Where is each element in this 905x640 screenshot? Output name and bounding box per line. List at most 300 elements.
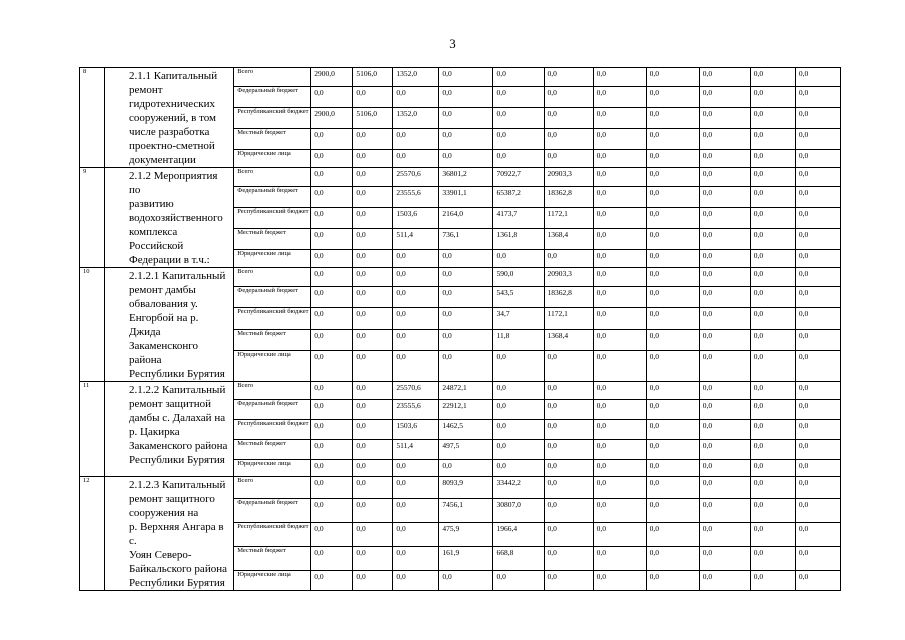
value-cell: 0,0 bbox=[353, 440, 393, 460]
value-cell: 0,0 bbox=[353, 329, 393, 350]
activity-name-line: Байкальского района bbox=[129, 563, 227, 575]
value-cell: 0,0 bbox=[393, 570, 439, 590]
page-number: 3 bbox=[449, 36, 456, 51]
value-cell: 0,0 bbox=[393, 250, 439, 268]
value-cell: 0,0 bbox=[795, 440, 840, 460]
value-cell: 0,0 bbox=[593, 570, 646, 590]
table-row bbox=[80, 477, 841, 499]
activity-name-line: водохозяйственного bbox=[129, 212, 223, 224]
value-cell: 0,0 bbox=[646, 570, 699, 590]
value-cell: 1368,4 bbox=[544, 229, 593, 250]
value-cell: 0,0 bbox=[699, 546, 750, 570]
value-cell: 8093,9 bbox=[439, 477, 493, 499]
value-cell: 1462,5 bbox=[439, 420, 493, 440]
funding-source: Всего bbox=[234, 168, 311, 187]
value-cell: 0,0 bbox=[311, 329, 353, 350]
activity-name-line: числе разработка bbox=[129, 126, 210, 138]
value-cell: 0,0 bbox=[544, 250, 593, 268]
activity-name-line: ремонт защитной bbox=[129, 398, 211, 410]
value-cell: 0,0 bbox=[353, 150, 393, 168]
value-cell: 0,0 bbox=[699, 477, 750, 499]
row-index: 12 bbox=[80, 477, 105, 591]
value-cell: 11,8 bbox=[493, 329, 544, 350]
value-cell: 0,0 bbox=[544, 86, 593, 107]
value-cell: 0,0 bbox=[699, 129, 750, 150]
funding-source: Местный бюджет bbox=[234, 229, 311, 250]
value-cell: 0,0 bbox=[750, 400, 795, 420]
value-cell: 1352,0 bbox=[393, 68, 439, 87]
value-cell: 0,0 bbox=[311, 207, 353, 228]
value-cell: 0,0 bbox=[593, 546, 646, 570]
value-cell: 511,4 bbox=[393, 440, 439, 460]
value-cell: 0,0 bbox=[699, 186, 750, 207]
activity-name-line: 2.1.2 Мероприятия по bbox=[129, 170, 218, 196]
value-cell: 22912,1 bbox=[439, 400, 493, 420]
value-cell: 0,0 bbox=[699, 329, 750, 350]
value-cell: 0,0 bbox=[311, 168, 353, 187]
value-cell: 0,0 bbox=[699, 308, 750, 329]
value-cell: 0,0 bbox=[750, 308, 795, 329]
value-cell: 0,0 bbox=[795, 68, 840, 87]
activity-name-line: Закаменсконго района bbox=[129, 340, 199, 366]
value-cell: 0,0 bbox=[353, 400, 393, 420]
value-cell: 0,0 bbox=[544, 107, 593, 128]
value-cell: 0,0 bbox=[750, 86, 795, 107]
value-cell: 0,0 bbox=[795, 129, 840, 150]
value-cell: 0,0 bbox=[493, 68, 544, 87]
value-cell: 0,0 bbox=[646, 150, 699, 168]
value-cell: 0,0 bbox=[646, 229, 699, 250]
funding-source: Юридические лица bbox=[234, 250, 311, 268]
value-cell: 0,0 bbox=[311, 460, 353, 477]
value-cell: 0,0 bbox=[544, 546, 593, 570]
value-cell: 0,0 bbox=[311, 570, 353, 590]
value-cell: 0,0 bbox=[544, 382, 593, 400]
value-cell: 0,0 bbox=[544, 522, 593, 546]
value-cell: 25570,6 bbox=[393, 168, 439, 187]
value-cell: 0,0 bbox=[393, 546, 439, 570]
value-cell: 0,0 bbox=[393, 477, 439, 499]
value-cell: 0,0 bbox=[699, 268, 750, 287]
value-cell: 0,0 bbox=[593, 351, 646, 382]
value-cell: 0,0 bbox=[493, 460, 544, 477]
row-index: 10 bbox=[80, 268, 105, 382]
value-cell: 0,0 bbox=[393, 287, 439, 308]
value-cell: 0,0 bbox=[593, 440, 646, 460]
activity-name-line: р. Цакирка bbox=[129, 426, 180, 438]
value-cell: 0,0 bbox=[439, 351, 493, 382]
value-cell: 0,0 bbox=[795, 351, 840, 382]
value-cell: 0,0 bbox=[544, 477, 593, 499]
value-cell: 0,0 bbox=[699, 382, 750, 400]
value-cell: 0,0 bbox=[593, 460, 646, 477]
value-cell: 0,0 bbox=[353, 250, 393, 268]
value-cell: 0,0 bbox=[795, 207, 840, 228]
value-cell: 70922,7 bbox=[493, 168, 544, 187]
value-cell: 0,0 bbox=[699, 400, 750, 420]
value-cell: 0,0 bbox=[439, 308, 493, 329]
value-cell: 0,0 bbox=[646, 400, 699, 420]
value-cell: 0,0 bbox=[393, 351, 439, 382]
value-cell: 1368,4 bbox=[544, 329, 593, 350]
value-cell: 1966,4 bbox=[493, 522, 544, 546]
value-cell: 0,0 bbox=[353, 186, 393, 207]
value-cell: 0,0 bbox=[311, 420, 353, 440]
value-cell: 0,0 bbox=[311, 150, 353, 168]
value-cell: 0,0 bbox=[311, 268, 353, 287]
funding-source: Федеральный бюджет bbox=[234, 498, 311, 522]
value-cell: 2900,0 bbox=[311, 68, 353, 87]
value-cell: 0,0 bbox=[646, 546, 699, 570]
row-index: 9 bbox=[80, 168, 105, 268]
value-cell: 0,0 bbox=[493, 86, 544, 107]
funding-source: Республиканский бюджет bbox=[234, 107, 311, 128]
value-cell: 0,0 bbox=[699, 420, 750, 440]
value-cell: 0,0 bbox=[593, 250, 646, 268]
value-cell: 0,0 bbox=[699, 207, 750, 228]
value-cell: 0,0 bbox=[795, 168, 840, 187]
value-cell: 0,0 bbox=[795, 86, 840, 107]
value-cell: 0,0 bbox=[795, 400, 840, 420]
value-cell: 0,0 bbox=[750, 68, 795, 87]
activity-name-line: 2.1.1 Капитальный bbox=[129, 70, 218, 82]
value-cell: 0,0 bbox=[750, 570, 795, 590]
value-cell: 0,0 bbox=[439, 268, 493, 287]
value-cell: 0,0 bbox=[646, 168, 699, 187]
funding-source: Республиканский бюджет bbox=[234, 207, 311, 228]
value-cell: 0,0 bbox=[593, 329, 646, 350]
value-cell: 475,9 bbox=[439, 522, 493, 546]
value-cell: 0,0 bbox=[593, 129, 646, 150]
activity-name-line: р. Верхняя Ангара в с. bbox=[129, 521, 224, 547]
funding-source: Республиканский бюджет bbox=[234, 522, 311, 546]
value-cell: 0,0 bbox=[699, 498, 750, 522]
value-cell: 20903,3 bbox=[544, 268, 593, 287]
value-cell: 0,0 bbox=[311, 186, 353, 207]
value-cell: 0,0 bbox=[646, 308, 699, 329]
funding-source: Местный бюджет bbox=[234, 329, 311, 350]
value-cell: 736,1 bbox=[439, 229, 493, 250]
value-cell: 0,0 bbox=[439, 460, 493, 477]
value-cell: 0,0 bbox=[750, 420, 795, 440]
value-cell: 0,0 bbox=[750, 129, 795, 150]
row-index: 11 bbox=[80, 382, 105, 477]
value-cell: 0,0 bbox=[646, 329, 699, 350]
funding-source: Всего bbox=[234, 68, 311, 87]
value-cell: 0,0 bbox=[699, 68, 750, 87]
value-cell: 18362,8 bbox=[544, 186, 593, 207]
value-cell: 7456,1 bbox=[439, 498, 493, 522]
value-cell: 0,0 bbox=[795, 107, 840, 128]
activity-name-line: развитию bbox=[129, 198, 174, 210]
value-cell: 0,0 bbox=[593, 498, 646, 522]
value-cell: 0,0 bbox=[493, 382, 544, 400]
value-cell: 1352,0 bbox=[393, 107, 439, 128]
value-cell: 0,0 bbox=[646, 129, 699, 150]
value-cell: 0,0 bbox=[795, 382, 840, 400]
value-cell: 0,0 bbox=[593, 229, 646, 250]
value-cell: 23555,6 bbox=[393, 400, 439, 420]
value-cell: 33901,1 bbox=[439, 186, 493, 207]
value-cell: 0,0 bbox=[353, 460, 393, 477]
value-cell: 0,0 bbox=[311, 308, 353, 329]
value-cell: 0,0 bbox=[593, 186, 646, 207]
value-cell: 2900,0 bbox=[311, 107, 353, 128]
table-row bbox=[80, 68, 841, 87]
activity-name-line: Енгорбой на р. Джида bbox=[129, 312, 199, 338]
activity-name-line: проектно-сметной bbox=[129, 140, 215, 152]
value-cell: 0,0 bbox=[439, 150, 493, 168]
value-cell: 0,0 bbox=[646, 522, 699, 546]
value-cell: 0,0 bbox=[795, 420, 840, 440]
value-cell: 543,5 bbox=[493, 287, 544, 308]
value-cell: 0,0 bbox=[439, 129, 493, 150]
value-cell: 0,0 bbox=[311, 129, 353, 150]
activity-name-line: комплекса Российской bbox=[129, 226, 184, 252]
value-cell: 0,0 bbox=[646, 207, 699, 228]
value-cell: 0,0 bbox=[544, 570, 593, 590]
value-cell: 0,0 bbox=[593, 420, 646, 440]
value-cell: 0,0 bbox=[795, 570, 840, 590]
value-cell: 0,0 bbox=[544, 400, 593, 420]
activity-name-line: ремонт bbox=[129, 84, 163, 96]
value-cell: 0,0 bbox=[493, 351, 544, 382]
value-cell: 0,0 bbox=[544, 420, 593, 440]
funding-source: Республиканский бюджет bbox=[234, 420, 311, 440]
value-cell: 0,0 bbox=[593, 168, 646, 187]
value-cell: 0,0 bbox=[353, 522, 393, 546]
value-cell: 0,0 bbox=[493, 400, 544, 420]
value-cell: 0,0 bbox=[795, 150, 840, 168]
value-cell: 1361,8 bbox=[493, 229, 544, 250]
value-cell: 0,0 bbox=[439, 86, 493, 107]
value-cell: 25570,6 bbox=[393, 382, 439, 400]
value-cell: 0,0 bbox=[353, 351, 393, 382]
row-index: 8 bbox=[80, 68, 105, 168]
value-cell: 0,0 bbox=[353, 86, 393, 107]
value-cell: 0,0 bbox=[795, 186, 840, 207]
value-cell: 0,0 bbox=[795, 460, 840, 477]
value-cell: 1503,6 bbox=[393, 207, 439, 228]
value-cell: 0,0 bbox=[393, 498, 439, 522]
value-cell: 0,0 bbox=[646, 287, 699, 308]
activity-name-line: сооружения на bbox=[129, 507, 199, 519]
value-cell: 0,0 bbox=[311, 498, 353, 522]
value-cell: 2164,0 bbox=[439, 207, 493, 228]
value-cell: 0,0 bbox=[750, 498, 795, 522]
value-cell: 0,0 bbox=[750, 107, 795, 128]
value-cell: 0,0 bbox=[353, 420, 393, 440]
value-cell: 23555,6 bbox=[393, 186, 439, 207]
value-cell: 0,0 bbox=[646, 86, 699, 107]
value-cell: 0,0 bbox=[646, 268, 699, 287]
value-cell: 0,0 bbox=[750, 351, 795, 382]
value-cell: 0,0 bbox=[750, 150, 795, 168]
activity-name bbox=[105, 477, 234, 591]
value-cell: 0,0 bbox=[750, 268, 795, 287]
funding-source: Юридические лица bbox=[234, 460, 311, 477]
value-cell: 590,0 bbox=[493, 268, 544, 287]
value-cell: 668,8 bbox=[493, 546, 544, 570]
value-cell: 0,0 bbox=[493, 150, 544, 168]
funding-source: Всего bbox=[234, 268, 311, 287]
value-cell: 0,0 bbox=[493, 129, 544, 150]
value-cell: 0,0 bbox=[750, 522, 795, 546]
activity-name bbox=[105, 68, 234, 168]
value-cell: 0,0 bbox=[750, 287, 795, 308]
funding-source: Республиканский бюджет bbox=[234, 308, 311, 329]
activity-name bbox=[105, 268, 234, 382]
value-cell: 1172,1 bbox=[544, 207, 593, 228]
funding-source: Федеральный бюджет bbox=[234, 287, 311, 308]
value-cell: 0,0 bbox=[646, 440, 699, 460]
value-cell: 0,0 bbox=[393, 522, 439, 546]
value-cell: 1172,1 bbox=[544, 308, 593, 329]
value-cell: 0,0 bbox=[699, 351, 750, 382]
value-cell: 0,0 bbox=[353, 268, 393, 287]
value-cell: 0,0 bbox=[795, 287, 840, 308]
value-cell: 0,0 bbox=[493, 570, 544, 590]
value-cell: 0,0 bbox=[311, 546, 353, 570]
value-cell: 0,0 bbox=[393, 129, 439, 150]
value-cell: 5106,0 bbox=[353, 68, 393, 87]
value-cell: 0,0 bbox=[311, 382, 353, 400]
table-row bbox=[80, 382, 841, 400]
activity-name-line: документации bbox=[129, 154, 196, 166]
value-cell: 0,0 bbox=[311, 351, 353, 382]
value-cell: 0,0 bbox=[750, 207, 795, 228]
value-cell: 0,0 bbox=[699, 460, 750, 477]
value-cell: 0,0 bbox=[646, 186, 699, 207]
value-cell: 0,0 bbox=[353, 207, 393, 228]
value-cell: 0,0 bbox=[699, 229, 750, 250]
value-cell: 0,0 bbox=[439, 287, 493, 308]
activity-name bbox=[105, 382, 234, 477]
activity-name-line: Республики Бурятия bbox=[129, 454, 225, 466]
value-cell: 0,0 bbox=[750, 250, 795, 268]
value-cell: 0,0 bbox=[646, 460, 699, 477]
value-cell: 0,0 bbox=[795, 477, 840, 499]
value-cell: 0,0 bbox=[353, 382, 393, 400]
budget-table bbox=[79, 67, 841, 591]
funding-source: Юридические лица bbox=[234, 150, 311, 168]
value-cell: 0,0 bbox=[593, 68, 646, 87]
value-cell: 0,0 bbox=[311, 400, 353, 420]
value-cell: 34,7 bbox=[493, 308, 544, 329]
value-cell: 0,0 bbox=[750, 329, 795, 350]
value-cell: 0,0 bbox=[493, 250, 544, 268]
value-cell: 0,0 bbox=[593, 107, 646, 128]
funding-source: Федеральный бюджет bbox=[234, 186, 311, 207]
value-cell: 0,0 bbox=[393, 150, 439, 168]
value-cell: 0,0 bbox=[393, 308, 439, 329]
value-cell: 0,0 bbox=[311, 440, 353, 460]
value-cell: 0,0 bbox=[699, 250, 750, 268]
value-cell: 0,0 bbox=[593, 400, 646, 420]
value-cell: 0,0 bbox=[593, 522, 646, 546]
value-cell: 5106,0 bbox=[353, 107, 393, 128]
value-cell: 0,0 bbox=[544, 498, 593, 522]
value-cell: 65387,2 bbox=[493, 186, 544, 207]
value-cell: 24872,1 bbox=[439, 382, 493, 400]
activity-name-line: Уоян Северо- bbox=[129, 549, 192, 561]
value-cell: 0,0 bbox=[795, 498, 840, 522]
activity-name-line: Республики Бурятия bbox=[129, 368, 225, 380]
activity-name-line: Закаменского района bbox=[129, 440, 228, 452]
value-cell: 0,0 bbox=[593, 207, 646, 228]
value-cell: 0,0 bbox=[646, 68, 699, 87]
value-cell: 0,0 bbox=[353, 570, 393, 590]
funding-source: Местный бюджет bbox=[234, 546, 311, 570]
value-cell: 30807,0 bbox=[493, 498, 544, 522]
value-cell: 0,0 bbox=[593, 86, 646, 107]
value-cell: 0,0 bbox=[699, 168, 750, 187]
table-row bbox=[80, 268, 841, 287]
value-cell: 0,0 bbox=[750, 382, 795, 400]
value-cell: 0,0 bbox=[311, 250, 353, 268]
value-cell: 0,0 bbox=[795, 329, 840, 350]
value-cell: 0,0 bbox=[353, 498, 393, 522]
value-cell: 497,5 bbox=[439, 440, 493, 460]
funding-source: Юридические лица bbox=[234, 351, 311, 382]
value-cell: 0,0 bbox=[439, 250, 493, 268]
value-cell: 0,0 bbox=[311, 229, 353, 250]
value-cell: 0,0 bbox=[393, 329, 439, 350]
value-cell: 0,0 bbox=[353, 546, 393, 570]
value-cell: 0,0 bbox=[311, 477, 353, 499]
value-cell: 0,0 bbox=[646, 498, 699, 522]
value-cell: 0,0 bbox=[795, 268, 840, 287]
value-cell: 0,0 bbox=[593, 150, 646, 168]
value-cell: 161,9 bbox=[439, 546, 493, 570]
activity-name-line: сооружений, в том bbox=[129, 112, 216, 124]
activity-name-line: дамбы с. Далахай на bbox=[129, 412, 226, 424]
value-cell: 0,0 bbox=[750, 168, 795, 187]
value-cell: 0,0 bbox=[750, 440, 795, 460]
value-cell: 0,0 bbox=[353, 168, 393, 187]
value-cell: 511,4 bbox=[393, 229, 439, 250]
value-cell: 0,0 bbox=[646, 250, 699, 268]
value-cell: 0,0 bbox=[544, 129, 593, 150]
value-cell: 0,0 bbox=[699, 522, 750, 546]
value-cell: 0,0 bbox=[439, 68, 493, 87]
funding-source: Федеральный бюджет bbox=[234, 86, 311, 107]
activity-name-line: ремонт защитного bbox=[129, 493, 215, 505]
value-cell: 0,0 bbox=[439, 570, 493, 590]
value-cell: 0,0 bbox=[493, 440, 544, 460]
value-cell: 0,0 bbox=[439, 329, 493, 350]
value-cell: 0,0 bbox=[311, 86, 353, 107]
value-cell: 0,0 bbox=[353, 129, 393, 150]
value-cell: 0,0 bbox=[353, 477, 393, 499]
value-cell: 0,0 bbox=[311, 287, 353, 308]
value-cell: 0,0 bbox=[699, 440, 750, 460]
value-cell: 0,0 bbox=[544, 351, 593, 382]
value-cell: 36801,2 bbox=[439, 168, 493, 187]
funding-source: Всего bbox=[234, 382, 311, 400]
value-cell: 0,0 bbox=[393, 268, 439, 287]
value-cell: 0,0 bbox=[699, 86, 750, 107]
value-cell: 0,0 bbox=[699, 150, 750, 168]
value-cell: 0,0 bbox=[750, 460, 795, 477]
value-cell: 0,0 bbox=[699, 570, 750, 590]
value-cell: 0,0 bbox=[593, 382, 646, 400]
activity-name-line: 2.1.2.3 Капитальный bbox=[129, 479, 226, 491]
value-cell: 0,0 bbox=[750, 186, 795, 207]
table-row bbox=[80, 168, 841, 187]
value-cell: 0,0 bbox=[544, 68, 593, 87]
funding-source: Всего bbox=[234, 477, 311, 499]
